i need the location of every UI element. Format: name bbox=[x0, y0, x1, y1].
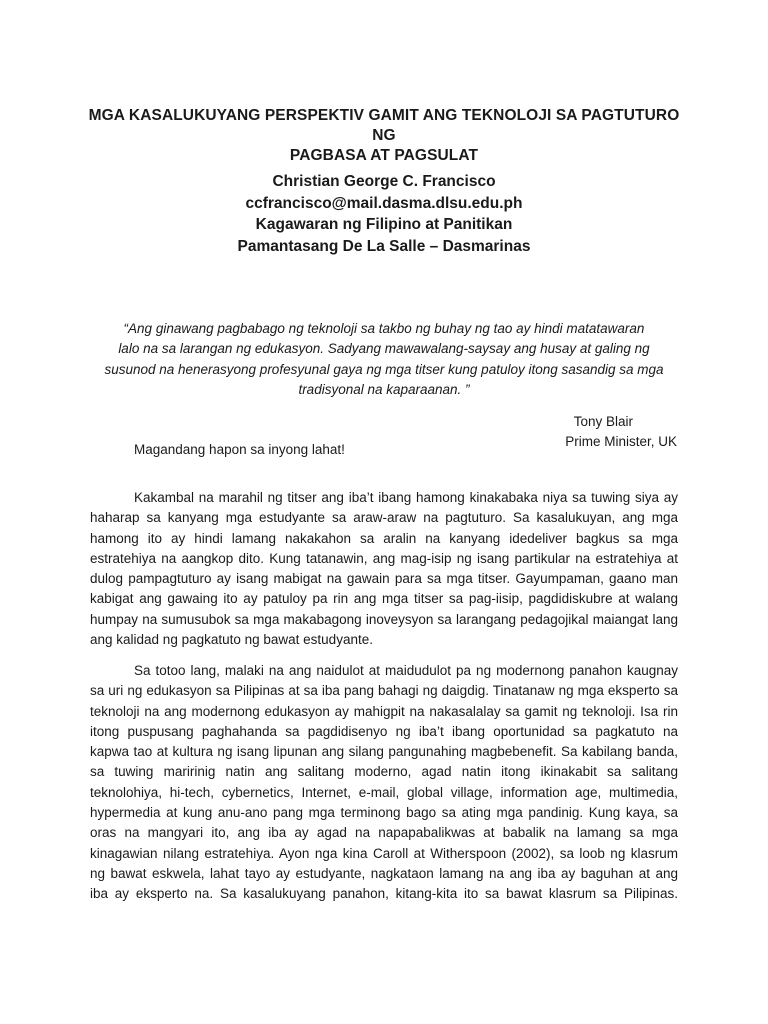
epigraph-quote bbox=[92, 319, 676, 400]
quote-line: “Ang ginawang pagbabago ng teknoloji sa takbo ng buhay ng tao ay hindi matatawaran bbox=[123, 321, 645, 336]
greeting-line: Magandang hapon sa inyong lahat! bbox=[134, 442, 345, 457]
author-email: ccfrancisco@mail.dasma.dlsu.edu.ph bbox=[245, 194, 523, 212]
paragraph-line: oras na mangyari ito, ang iba ay agad na napapabalikwas at babalik na lamang sa mga bbox=[90, 825, 678, 841]
paragraph-line: estratehiya na aangkop dito. Kung tatanawin, ang mag-isip ng isang partikular na estratehiya at bbox=[90, 550, 678, 566]
paragraph-line: teknoloji na ang modernong edukasyon ay mahigpit na nakasalalay sa gamit ng teknoloji. Isa rin bbox=[90, 703, 678, 719]
paragraph-line: humpay na sumusubok sa mga makabagong inoveysyon sa larangang pedagojikal maiangat lang bbox=[90, 611, 678, 627]
paragraph-line: Sa totoo lang, malaki na ang naidulot at maidudulot pa ng modernong panahon kaugnay bbox=[134, 663, 678, 678]
paragraph-2 bbox=[90, 661, 678, 905]
greeting bbox=[90, 440, 678, 460]
paragraph-line: dulog pampagtuturo ay isang mabigat na gawain para sa mga titser. Gayumpaman, gaano man bbox=[90, 571, 678, 587]
paragraph-line: kinagawian nilang estratehiya. Ayon nga kina Caroll at Witherspoon (2002), sa loob ng klasrum bbox=[90, 845, 678, 861]
paragraph-line: sa tuwing maririnig natin ang salitang moderno, agad natin itong ikinakabit sa salitang bbox=[90, 764, 678, 780]
author-university: Pamantasang De La Salle – Dasmarinas bbox=[237, 237, 531, 255]
attribution-name: Tony Blair bbox=[573, 414, 633, 429]
paragraph-line: iba ay eksperto na. Sa kasalukuyang panahon, kitang-kita ito sa bawat klasrum sa Pilipinas. bbox=[90, 886, 678, 902]
title-line: PAGBASA AT PAGSULAT bbox=[289, 147, 479, 164]
paragraph-line: teknolohiya, hi-tech, cybernetics, Internet, e-mail, global village, information age, multimedia, bbox=[90, 784, 678, 800]
paragraph-line: sa uri ng edukasyon sa Pilipinas at sa iba pang bahagi ng daigdig. Tinatanaw ng mga eksperto sa bbox=[90, 683, 678, 699]
paragraph-line: ang kalidad ng pagkatuto ng bawat estudyante. bbox=[90, 632, 373, 648]
paragraph-line: hypermedia at kung anu-ano pang mga terminong bago sa ating mga pandinig. Kung kaya, sa bbox=[90, 805, 678, 821]
quote-line: tradisyonal na kaparaanan. ” bbox=[298, 381, 470, 397]
paragraph-line: ng bawat eskwela, lahat tayo ay estudyante, nagkataon lamang na ang iba ay baguhan at ang bbox=[90, 865, 678, 881]
paragraph-line: kapwa tao at kultura ng isang lipunan ang silang pangunahing magbebenefit. Sa kabilang banda, bbox=[90, 744, 678, 760]
paragraph-line: kabigat ang gawaing ito ay patuloy pa rin ang mga titser sa pag-iisip, pagdidiskubre at walang bbox=[90, 591, 678, 607]
paragraph-line: Kakambal na marahil ng titser ang iba’t ibang hamong kinakabaka niya sa tuwing siya ay bbox=[134, 490, 678, 505]
document-title bbox=[80, 106, 688, 166]
paragraph-line: haharap sa kanyang mga estudyante sa araw-araw na pagtuturo. Sa kasalukuyan, ang mga bbox=[90, 510, 678, 526]
quote-line: lalo na sa larangan ng edukasyon. Sadyang mawawalang-saysay ang husay at galing ng bbox=[118, 341, 650, 357]
author-name: Christian George C. Francisco bbox=[272, 173, 496, 190]
attribution-role: Prime Minister, UK bbox=[565, 434, 677, 449]
author-block bbox=[80, 171, 688, 257]
quote-line: susunod na henerasyong profesyunal gaya ng mga titser kung patuloy itong sasandig sa mga bbox=[104, 361, 664, 377]
paragraph-1 bbox=[90, 488, 678, 650]
title-line: MGA KASALUKUYANG PERSPEKTIV GAMIT ANG TEKNOLOJI SA PAGTUTURO NG bbox=[88, 107, 680, 144]
paragraph-line: hamong ito ay hindi lamang nakakahon sa aralin na kanyang idedeliver bagkus sa mga bbox=[90, 530, 678, 546]
author-department: Kagawaran ng Filipino at Panitikan bbox=[255, 216, 513, 233]
paragraph-line: itong puspusang paghahanda sa pagdidisenyo ng iba’t ibang oportunidad sa pagkatuto na bbox=[90, 723, 678, 739]
